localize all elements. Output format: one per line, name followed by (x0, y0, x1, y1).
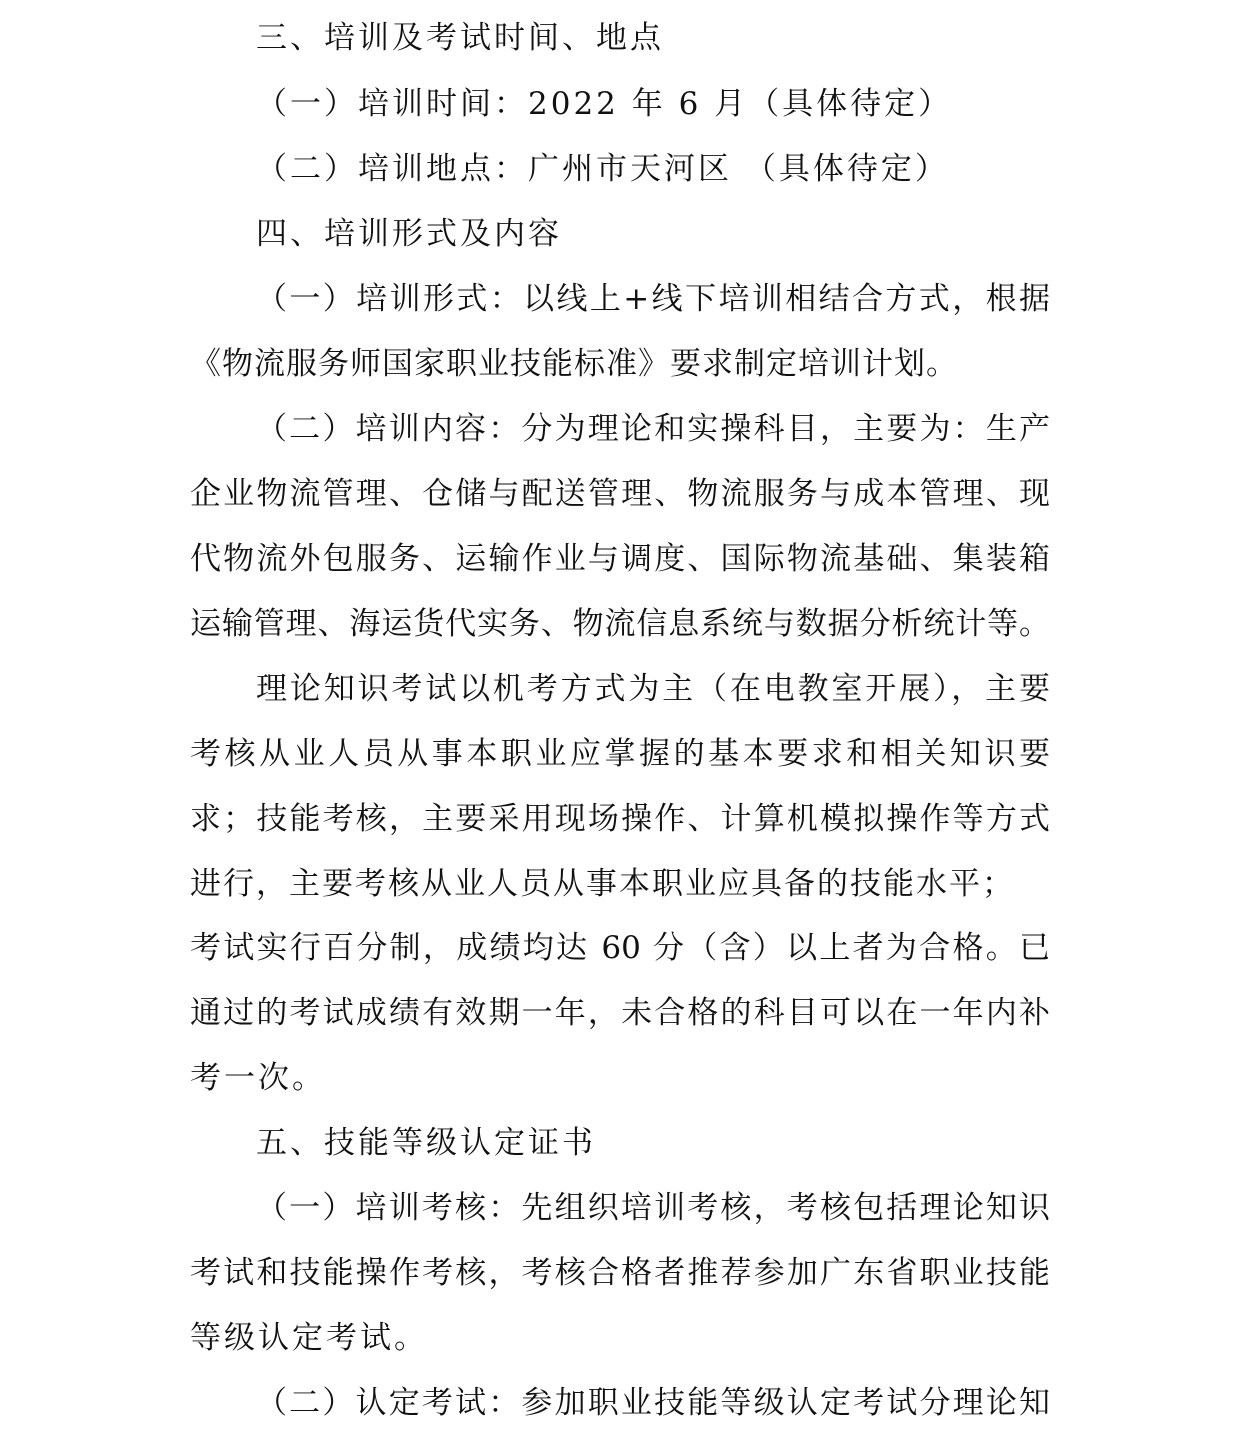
training-content-line-3: 代物流外包服务、运输作业与调度、国际物流基础、集装箱 (190, 541, 1050, 577)
training-form-line-2: 《物流服务师国家职业技能标准》要求制定培训计划。 (190, 346, 958, 382)
assessment-line-3: 等级认定考试。 (190, 1320, 428, 1356)
section-heading-3: 三、培训及考试时间、地点 (256, 20, 664, 56)
assessment-line-2: 考试和技能操作考核，考核合格者推荐参加广东省职业技能 (190, 1255, 1050, 1291)
certification-exam-line-1: （二）认定考试：参加职业技能等级认定考试分理论知 (256, 1385, 1050, 1421)
section-heading-4: 四、培训形式及内容 (256, 216, 562, 252)
grading-line-3: 考一次。 (190, 1060, 326, 1096)
training-content-line-1: （二）培训内容：分为理论和实操科目，主要为：生产 (256, 411, 1050, 447)
grading-line-1: 考试实行百分制，成绩均达 60 分（含）以上者为合格。已 (190, 930, 1050, 966)
training-form-line-1: （一）培训形式：以线上+线下培训相结合方式，根据 (256, 281, 1050, 317)
exam-paragraph-line-3: 求；技能考核，主要采用现场操作、计算机模拟操作等方式 (190, 801, 1050, 837)
grading-line-2: 通过的考试成绩有效期一年，未合格的科目可以在一年内补 (190, 995, 1050, 1031)
exam-paragraph-line-2: 考核从业人员从事本职业应掌握的基本要求和相关知识要 (190, 736, 1050, 772)
assessment-line-1: （一）培训考核：先组织培训考核，考核包括理论知识 (256, 1190, 1050, 1226)
training-content-line-4: 运输管理、海运货代实务、物流信息系统与数据分析统计等。 (190, 606, 1050, 642)
training-content-line-2: 企业物流管理、仓储与配送管理、物流服务与成本管理、现 (190, 476, 1050, 512)
exam-paragraph-line-1: 理论知识考试以机考方式为主（在电教室开展），主要 (256, 671, 1050, 707)
training-location: （二）培训地点：广州市天河区 （具体待定） (256, 151, 949, 187)
exam-paragraph-line-4: 进行，主要考核从业人员从事本职业应具备的技能水平； (190, 866, 1015, 902)
training-time: （一）培训时间：2022 年 6 月（具体待定） (256, 86, 953, 122)
section-heading-5: 五、技能等级认定证书 (256, 1125, 596, 1161)
